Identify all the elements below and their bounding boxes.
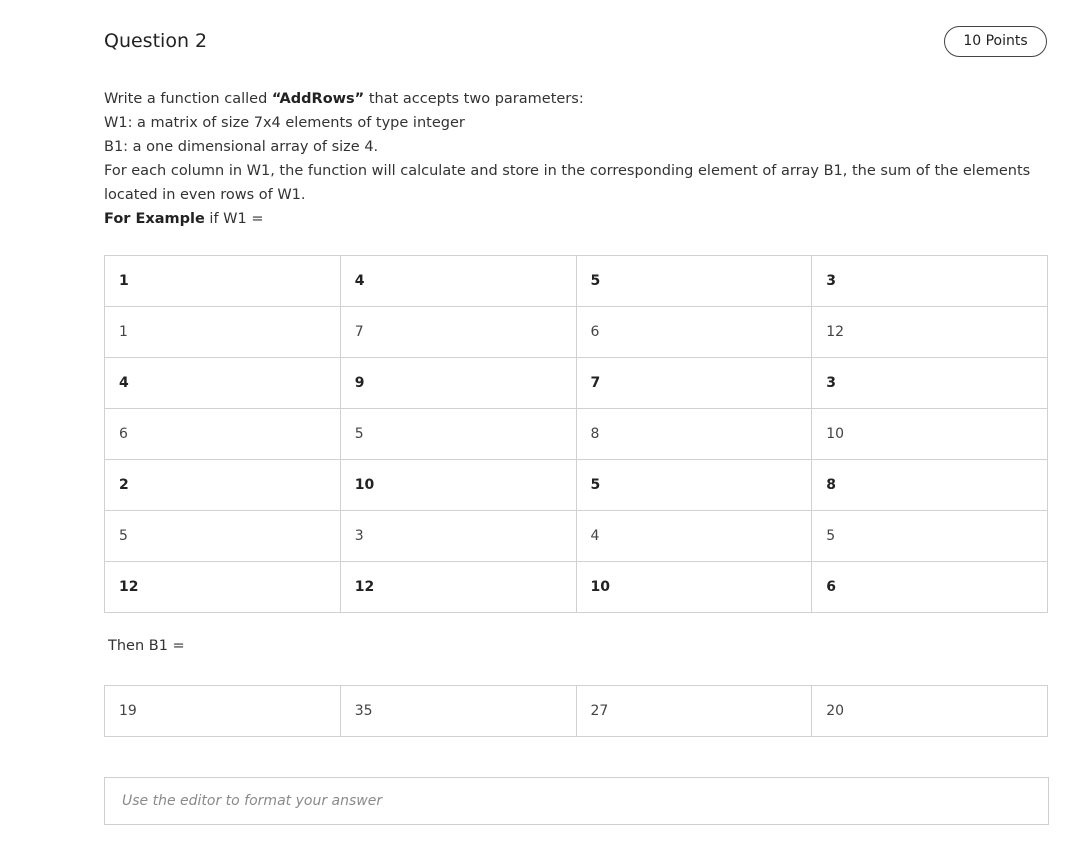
table-cell: 8	[812, 460, 1048, 511]
table-cell: 27	[576, 686, 812, 737]
table-row	[105, 511, 1048, 562]
table-cell: 1	[105, 307, 341, 358]
table-row	[105, 256, 1048, 307]
table-row	[105, 358, 1048, 409]
table-cell: 6	[105, 409, 341, 460]
table-cell: 6	[812, 562, 1048, 613]
param-w1: W1: a matrix of size 7x4 elements of type integer	[104, 115, 465, 131]
question-prompt	[104, 87, 1034, 231]
table-cell: 7	[340, 307, 576, 358]
points-badge: 10 Points	[944, 26, 1047, 57]
prompt-intro-after: that accepts two parameters:	[364, 91, 584, 107]
table-cell: 12	[340, 562, 576, 613]
table-cell: 5	[340, 409, 576, 460]
prompt-description: For each column in W1, the function will calculate and store in the corresponding element of array B1, the sum of the elements located in even rows of W1.	[104, 163, 1031, 203]
table-cell: 20	[812, 686, 1048, 737]
table-cell: 5	[812, 511, 1048, 562]
prompt-intro-line	[104, 87, 1034, 111]
table-cell: 5	[576, 460, 812, 511]
table-row	[105, 562, 1048, 613]
table-row	[105, 460, 1048, 511]
example-label: For Example	[104, 211, 205, 227]
table-cell: 12	[105, 562, 341, 613]
table-cell: 6	[576, 307, 812, 358]
param-b1: B1: a one dimensional array of size 4.	[104, 139, 379, 155]
b1-array-table	[104, 685, 1048, 737]
table-row	[105, 409, 1048, 460]
table-cell: 3	[812, 256, 1048, 307]
question-title: Question 2	[104, 30, 208, 52]
table-cell: 4	[105, 358, 341, 409]
example-rest: if W1 =	[204, 211, 264, 227]
table-cell: 10	[812, 409, 1048, 460]
table-cell: 10	[340, 460, 576, 511]
table-cell: 3	[812, 358, 1048, 409]
table-cell: 5	[576, 256, 812, 307]
table-cell: 5	[105, 511, 341, 562]
table-cell: 4	[340, 256, 576, 307]
table-cell: 7	[576, 358, 812, 409]
table-cell: 1	[105, 256, 341, 307]
table-cell: 19	[105, 686, 341, 737]
table-cell: 3	[340, 511, 576, 562]
prompt-intro-before: Write a function called	[104, 91, 272, 107]
table-cell: 12	[812, 307, 1048, 358]
table-cell: 10	[576, 562, 812, 613]
table-cell: 4	[576, 511, 812, 562]
function-name: “AddRows”	[271, 91, 365, 107]
table-cell: 2	[105, 460, 341, 511]
table-cell: 8	[576, 409, 812, 460]
answer-editor[interactable]: Use the editor to format your answer	[104, 777, 1049, 825]
table-row	[105, 686, 1048, 737]
example-line	[104, 207, 1034, 231]
w1-matrix-table	[104, 255, 1048, 613]
table-row	[105, 307, 1048, 358]
then-b1-label: Then B1 =	[108, 638, 185, 654]
table-cell: 35	[340, 686, 576, 737]
table-cell: 9	[340, 358, 576, 409]
